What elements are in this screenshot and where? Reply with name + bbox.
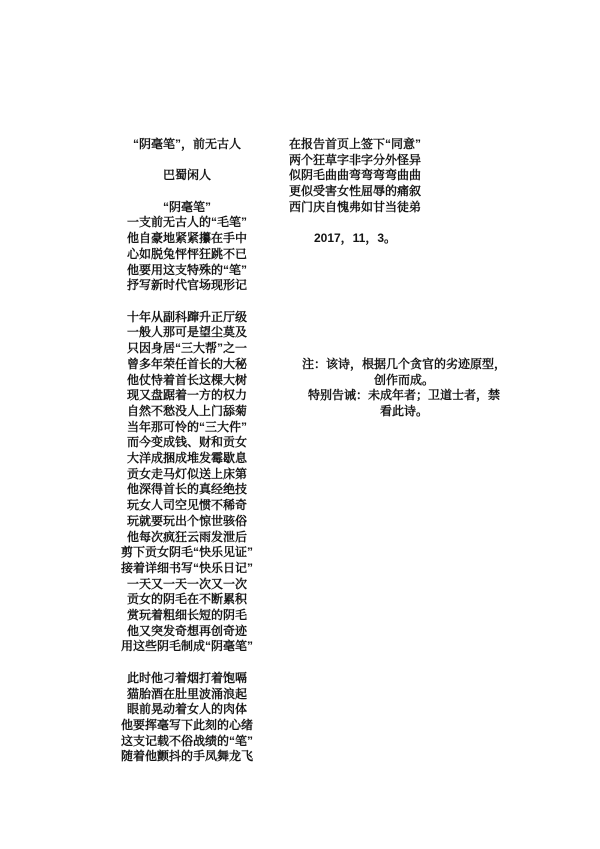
poem-line: 更似受害女性屈辱的痛叙 <box>288 184 421 199</box>
note-line: 看此诗。 <box>379 404 428 419</box>
poem-line: 赏玩着粗细长短的阴毛 <box>126 608 247 623</box>
poem-date: 2017，11，3。 <box>313 231 397 246</box>
poem-line: 他要用这支特殊的“笔” <box>126 262 247 277</box>
poem-line: 在报告首页上签下“同意” <box>288 137 421 151</box>
poem-line: 他又突发奇想再创奇迹 <box>126 623 247 638</box>
poem-line: 此时他刁着烟打着饱嗝 <box>126 670 247 685</box>
poem-line: 现又盘踞着一方的权力 <box>126 388 247 403</box>
note-line: 特别告诫：未成年者；卫道士者，禁 <box>307 388 500 403</box>
poem-line: 他自豪地紧紧攥在手中 <box>126 231 247 246</box>
poem-line: “阴毫笔” <box>162 199 211 214</box>
poem-line: 大洋成捆成堆发霉歇息 <box>126 451 247 466</box>
blank-line <box>37 655 337 671</box>
poem-column-right <box>230 137 480 247</box>
poem-line: 他深得首长的真经绝技 <box>126 482 247 497</box>
poem-line: 贡女走马灯似送上床第 <box>126 466 247 481</box>
poem-line: 眼前晃动着女人的肉体 <box>126 702 247 717</box>
poem-line: 当年那可怜的“三大件” <box>126 419 247 434</box>
poem-line: 两个狂草字非字分外怪异 <box>288 152 421 167</box>
poem-line: 这支记载不俗战绩的“笔” <box>120 733 253 748</box>
poem-line: 曾多年荣任首长的大秘 <box>126 356 247 371</box>
poem-line: 而今变成钱、财和贡女 <box>126 435 247 450</box>
poem-line: 心如脱兔怦怦狂跳不已 <box>126 246 247 261</box>
poem-line: 他要挥毫写下此刻的心绪 <box>120 717 253 732</box>
poem-line: 只因身居“三大帮”之一 <box>126 341 247 356</box>
poem-line: 他每次疯狂云雨发泄后 <box>126 529 247 544</box>
note-line: 注：该诗，根据几个贪官的劣迹原型， <box>301 357 506 371</box>
note-line: 创作而成。 <box>373 372 434 387</box>
poem-line: 接着详细书写“快乐日记” <box>120 560 253 575</box>
poem-stanza-3 <box>37 671 337 765</box>
blank-line <box>230 216 480 232</box>
poem-line: 玩就要玩出个惊世骇俗 <box>126 513 247 528</box>
poem-line: 玩女人司空见惯不稀奇 <box>126 498 247 513</box>
poem-line: 西门庆自愧弗如甘当徒弟 <box>288 199 421 214</box>
poem-line: 随着他颤抖的手凤舞龙飞 <box>120 749 253 764</box>
poem-stanza-4 <box>230 137 480 216</box>
note-block <box>284 357 524 420</box>
poem-line: 贡女的阴毛在不断累积 <box>126 592 247 607</box>
poem-line: 似阴毛曲曲弯弯弯弯曲曲 <box>288 168 421 183</box>
poem-title: “阴毫笔”，前无古人 <box>132 137 241 151</box>
poem-line: 他仗恃着首长这棵大树 <box>126 372 247 387</box>
poem-line: 一般人那可是望尘莫及 <box>126 325 247 340</box>
poem-line: 自然不愁没人上门舔菊 <box>126 403 247 418</box>
poem-author: 巴蜀闲人 <box>162 168 211 183</box>
blank-line <box>37 294 337 310</box>
poem-line: 一天又一天一次又一次 <box>126 576 247 591</box>
poem-line: 猫胎酒在肚里波涌浪起 <box>126 686 247 701</box>
poem-line: 剪下贡女阴毛“快乐见证” <box>120 545 253 560</box>
poem-line: 用这些阴毛制成“阴毫笔” <box>120 639 253 654</box>
poem-line: 一支前无古人的“毛笔” <box>126 215 247 230</box>
note-lines <box>284 357 524 420</box>
poem-line: 十年从副科蹿升正厅级 <box>126 309 247 324</box>
poem-line: 抒写新时代官场现形记 <box>126 278 247 293</box>
